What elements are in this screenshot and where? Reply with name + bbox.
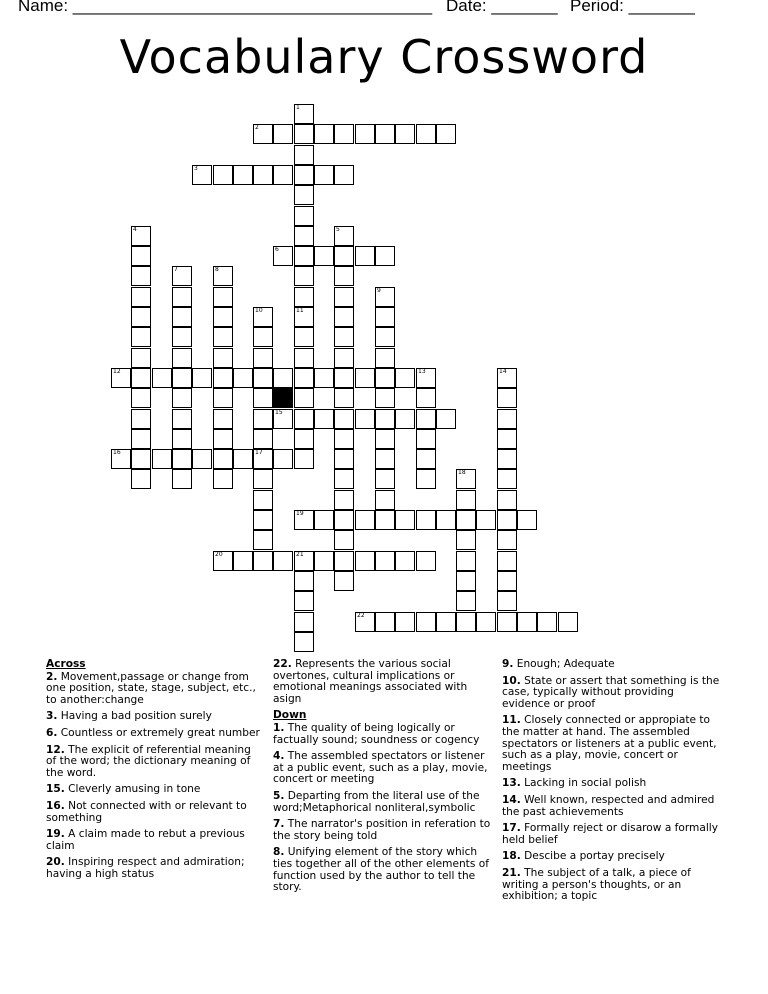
grid-cell[interactable] (395, 124, 415, 144)
down-heading: Down (273, 709, 307, 722)
down-clue (502, 795, 724, 818)
clue-text: Lacking in social polish (520, 777, 647, 790)
clue-text: The subject of a talk, a piece of writing a person's thoughts, or an exhibition; a topic (502, 866, 691, 903)
clue-number: 15 (275, 409, 283, 416)
grid-cell[interactable] (294, 409, 314, 429)
grid-cell[interactable] (334, 266, 354, 286)
clue-text: Departing from the literal use of the word;Metaphorical nonliteral,symbolic (273, 789, 480, 814)
grid-cell[interactable] (294, 124, 314, 144)
grid-cell[interactable] (517, 510, 537, 530)
grid-cell[interactable] (375, 246, 395, 266)
grid-cell[interactable] (294, 632, 314, 652)
grid-cell[interactable] (456, 612, 476, 632)
grid-cell[interactable] (497, 510, 517, 530)
grid-cell[interactable] (253, 124, 273, 144)
down-clue (502, 851, 724, 863)
grid-cell[interactable] (375, 388, 395, 408)
grid-cell[interactable] (314, 165, 334, 185)
clue-number: 10 (255, 307, 263, 314)
grid-cell[interactable] (436, 409, 456, 429)
grid-cell[interactable] (131, 409, 151, 429)
grid-cell[interactable] (253, 469, 273, 489)
grid-cell[interactable] (334, 388, 354, 408)
grid-cell[interactable] (253, 327, 273, 347)
clue-number-label: 22. (273, 658, 292, 670)
grid-cell[interactable] (436, 510, 456, 530)
grid-cell[interactable] (294, 348, 314, 368)
grid-cell[interactable] (213, 307, 233, 327)
clue-number-label: 4. (273, 750, 285, 763)
grid-cell[interactable] (355, 612, 375, 632)
grid-cell[interactable] (111, 449, 131, 469)
grid-cell[interactable] (334, 307, 354, 327)
clue-number-label: 12. (46, 743, 65, 756)
grid-cell[interactable] (416, 368, 436, 388)
grid-cell[interactable] (273, 124, 293, 144)
grid-cell[interactable] (537, 612, 557, 632)
clue-text: Inspiring respect and admiration; having a high status (46, 856, 245, 880)
clue-text: State or assert that something is the case, typically without providing evidence or proof (502, 674, 720, 710)
grid-cell[interactable] (355, 124, 375, 144)
grid-cell[interactable] (314, 409, 334, 429)
clue-number-label: 11. (502, 714, 521, 727)
clue-number: 20 (215, 551, 223, 558)
student-info-header (18, 0, 758, 18)
grid-cell[interactable] (294, 571, 314, 591)
grid-cell[interactable] (456, 510, 476, 530)
clue-number-label: 19. (46, 828, 65, 841)
grid-cell[interactable] (253, 429, 273, 449)
grid-cell[interactable] (395, 409, 415, 429)
grid-cell[interactable] (375, 307, 395, 327)
grid-cell[interactable] (131, 368, 151, 388)
clue-text: The quality of being logically or factually sound; soundness or cogency (273, 721, 480, 746)
page-title: Vocabulary Crossword (119, 30, 649, 84)
grid-cell[interactable] (355, 510, 375, 530)
grid-cell[interactable] (375, 287, 395, 307)
grid-cell[interactable] (334, 571, 354, 591)
grid-cell[interactable] (172, 388, 192, 408)
grid-cell[interactable] (172, 327, 192, 347)
grid-cell[interactable] (111, 368, 131, 388)
grid-cell[interactable] (334, 469, 354, 489)
grid-cell[interactable] (213, 409, 233, 429)
clue-number-label: 18. (502, 850, 521, 863)
grid-cell[interactable] (152, 368, 172, 388)
clue-number: 11 (296, 307, 304, 314)
grid-cell[interactable] (213, 327, 233, 347)
grid-cell[interactable] (273, 449, 293, 469)
grid-cell[interactable] (436, 124, 456, 144)
clue-number-label: 6. (46, 726, 58, 739)
grid-cell[interactable] (253, 307, 273, 327)
grid-cell[interactable] (558, 612, 578, 632)
grid-cell[interactable] (294, 145, 314, 165)
down-clue (502, 715, 724, 773)
clue-number: 5 (336, 226, 340, 233)
clue-text: Closely connected or appropiate to the matter at hand. The assembled spectators or listeners at a public event, such as a play, movie, concert or meetings (502, 714, 717, 773)
across-heading: Across (46, 658, 86, 670)
clue-number-label: 8. (273, 846, 285, 859)
grid-cell[interactable] (416, 429, 436, 449)
grid-cell[interactable] (334, 287, 354, 307)
grid-cell[interactable] (294, 449, 314, 469)
grid-cell[interactable] (253, 530, 273, 550)
grid-cell[interactable] (273, 368, 293, 388)
clue-text: The explicit of referential meaning of the word; the dictionary meaning of the word. (46, 743, 251, 779)
grid-cell[interactable] (213, 165, 233, 185)
clue-number: 14 (499, 368, 507, 375)
across-clues-column (46, 659, 264, 886)
grid-cell[interactable] (294, 287, 314, 307)
grid-cell[interactable] (172, 449, 192, 469)
black-square (273, 388, 293, 408)
grid-cell[interactable] (131, 266, 151, 286)
clue-number-label: 14. (502, 793, 521, 806)
clue-text: Formally reject or disarow a formally held belief (502, 822, 719, 846)
across-clue (46, 801, 264, 824)
grid-cell[interactable] (375, 368, 395, 388)
across-clue (273, 659, 497, 705)
clue-number-label: 5. (273, 789, 285, 802)
grid-cell[interactable] (213, 449, 233, 469)
grid-cell[interactable] (476, 612, 496, 632)
grid-cell[interactable] (355, 409, 375, 429)
grid-cell[interactable] (131, 287, 151, 307)
grid-cell[interactable] (131, 388, 151, 408)
down-clue (273, 847, 497, 893)
down-clue (273, 723, 497, 746)
grid-cell[interactable] (172, 287, 192, 307)
clue-number-label: 1. (273, 721, 285, 734)
clue-number-label: 13. (502, 777, 521, 790)
grid-cell[interactable] (253, 165, 273, 185)
across-clue (46, 829, 264, 852)
grid-cell[interactable] (416, 449, 436, 469)
clue-text: Represents the various social overtones, cultural implications or emotional meanings associated with asign (273, 658, 468, 705)
period-field[interactable]: Period: _______ (570, 0, 695, 15)
grid-cell[interactable] (375, 612, 395, 632)
across-clue (46, 728, 264, 740)
clue-number-label: 16. (46, 799, 65, 812)
grid-cell[interactable] (334, 327, 354, 347)
clue-number-label: 9. (502, 658, 514, 670)
clue-number: 13 (418, 368, 426, 375)
grid-cell[interactable] (253, 510, 273, 530)
grid-cell[interactable] (334, 510, 354, 530)
grid-cell[interactable] (213, 287, 233, 307)
grid-cell[interactable] (213, 551, 233, 571)
grid-cell[interactable] (497, 429, 517, 449)
clue-number: 17 (255, 449, 263, 456)
grid-cell[interactable] (497, 551, 517, 571)
clue-number-label: 2. (46, 670, 58, 683)
grid-cell[interactable] (416, 124, 436, 144)
clue-number: 1 (296, 104, 300, 111)
grid-cell[interactable] (172, 307, 192, 327)
grid-cell[interactable] (355, 368, 375, 388)
grid-cell[interactable] (213, 348, 233, 368)
grid-cell[interactable] (172, 429, 192, 449)
grid-cell[interactable] (192, 165, 212, 185)
clue-number: 18 (458, 469, 466, 476)
grid-cell[interactable] (273, 409, 293, 429)
grid-cell[interactable] (213, 469, 233, 489)
grid-cell[interactable] (172, 266, 192, 286)
grid-cell[interactable] (233, 551, 253, 571)
grid-cell[interactable] (456, 469, 476, 489)
grid-cell[interactable] (152, 449, 172, 469)
grid-cell[interactable] (497, 612, 517, 632)
grid-cell[interactable] (294, 246, 314, 266)
grid-cell[interactable] (334, 409, 354, 429)
across-clue (46, 784, 264, 796)
grid-cell[interactable] (416, 409, 436, 429)
clue-number: 22 (357, 612, 365, 619)
clue-number: 19 (296, 510, 304, 517)
clue-number-label: 15. (46, 783, 65, 796)
grid-cell[interactable] (131, 307, 151, 327)
across-clue (46, 857, 264, 880)
grid-cell[interactable] (497, 490, 517, 510)
clue-text: Cleverly amusing in tone (64, 783, 201, 796)
down-clue (273, 791, 497, 814)
grid-cell[interactable] (375, 551, 395, 571)
grid-cell[interactable] (314, 246, 334, 266)
down-clue (502, 868, 724, 903)
grid-cell[interactable] (314, 551, 334, 571)
grid-cell[interactable] (456, 591, 476, 611)
grid-cell[interactable] (375, 449, 395, 469)
grid-cell[interactable] (334, 348, 354, 368)
grid-cell[interactable] (273, 246, 293, 266)
grid-cell[interactable] (334, 124, 354, 144)
grid-cell[interactable] (375, 490, 395, 510)
clue-text: The narrator's position in referation to the story being told (273, 818, 491, 842)
clue-text: Well known, respected and admired the past achievements (502, 793, 715, 818)
grid-cell[interactable] (294, 185, 314, 205)
grid-cell[interactable] (517, 612, 537, 632)
grid-cell[interactable] (294, 510, 314, 530)
grid-cell[interactable] (395, 368, 415, 388)
clue-number: 7 (174, 266, 178, 273)
clue-text: Descibe a portay precisely (520, 850, 665, 863)
grid-cell[interactable] (416, 469, 436, 489)
clue-number: 16 (113, 449, 121, 456)
clue-number: 4 (133, 226, 137, 233)
grid-cell[interactable] (131, 226, 151, 246)
down-clue (502, 823, 724, 846)
grid-cell[interactable] (172, 409, 192, 429)
grid-cell[interactable] (395, 510, 415, 530)
clue-number: 6 (275, 246, 279, 253)
grid-cell[interactable] (456, 530, 476, 550)
down-clue (273, 819, 497, 842)
grid-cell[interactable] (314, 368, 334, 388)
clue-number-label: 20. (46, 856, 65, 869)
clue-text: Countless or extremely great number (57, 726, 260, 739)
clue-number-label: 10. (502, 674, 521, 687)
grid-cell[interactable] (456, 571, 476, 591)
grid-cell[interactable] (294, 307, 314, 327)
grid-cell[interactable] (294, 226, 314, 246)
clue-text: Not connected with or relevant to something (46, 799, 247, 824)
clue-text: A claim made to rebut a previous claim (46, 828, 245, 852)
clue-number: 9 (377, 287, 381, 294)
grid-cell[interactable] (334, 226, 354, 246)
grid-cell[interactable] (253, 551, 273, 571)
grid-cell[interactable] (172, 469, 192, 489)
mixed-clues-column (273, 659, 497, 899)
grid-cell[interactable] (314, 124, 334, 144)
grid-cell[interactable] (294, 551, 314, 571)
grid-cell[interactable] (253, 449, 273, 469)
grid-cell[interactable] (192, 449, 212, 469)
clue-number-label: 3. (46, 710, 58, 723)
grid-cell[interactable] (273, 551, 293, 571)
clue-text: Enough; Adequate (513, 658, 615, 670)
clue-text: Movement,passage or change from one position, state, stage, subject, etc., to another:change (46, 670, 256, 706)
grid-cell[interactable] (172, 368, 192, 388)
grid-cell[interactable] (294, 266, 314, 286)
grid-cell[interactable] (233, 368, 253, 388)
across-clue (46, 672, 264, 707)
clue-text: Having a bad position surely (57, 710, 212, 723)
grid-cell[interactable] (497, 449, 517, 469)
grid-cell[interactable] (334, 551, 354, 571)
grid-cell[interactable] (294, 368, 314, 388)
grid-cell[interactable] (314, 510, 334, 530)
grid-cell[interactable] (375, 124, 395, 144)
clue-text: The assembled spectators or listener at a public event, such as a play, movie, concert or meeting (273, 750, 488, 786)
grid-cell[interactable] (294, 429, 314, 449)
grid-cell[interactable] (456, 551, 476, 571)
grid-cell[interactable] (131, 429, 151, 449)
grid-cell[interactable] (233, 449, 253, 469)
grid-cell[interactable] (395, 551, 415, 571)
clue-text: Unifying element of the story which ties together all of the other elements of function used by the author to tell the story. (273, 846, 489, 894)
grid-cell[interactable] (294, 104, 314, 124)
grid-cell[interactable] (294, 327, 314, 347)
grid-cell[interactable] (253, 388, 273, 408)
clue-number-label: 21. (502, 866, 521, 879)
grid-cell[interactable] (355, 246, 375, 266)
grid-cell[interactable] (253, 368, 273, 388)
grid-cell[interactable] (334, 246, 354, 266)
grid-cell[interactable] (497, 388, 517, 408)
grid-cell[interactable] (476, 510, 496, 530)
clue-number: 8 (215, 266, 219, 273)
down-clues-column (502, 659, 724, 908)
grid-cell[interactable] (131, 327, 151, 347)
across-clue (46, 711, 264, 723)
grid-cell[interactable] (436, 612, 456, 632)
grid-cell[interactable] (253, 348, 273, 368)
grid-cell[interactable] (375, 469, 395, 489)
grid-cell[interactable] (213, 266, 233, 286)
grid-cell[interactable] (375, 409, 395, 429)
grid-cell[interactable] (375, 429, 395, 449)
grid-cell[interactable] (375, 510, 395, 530)
grid-cell[interactable] (273, 165, 293, 185)
down-clue (502, 659, 724, 671)
grid-cell[interactable] (497, 368, 517, 388)
name-field[interactable]: Name: ______________________________________ (18, 0, 433, 15)
clue-number: 3 (194, 165, 198, 172)
down-clue (502, 778, 724, 790)
clue-number: 2 (255, 124, 259, 131)
grid-cell[interactable] (334, 429, 354, 449)
grid-cell[interactable] (497, 591, 517, 611)
date-field[interactable]: Date: _______ (446, 0, 558, 15)
across-clue (46, 745, 264, 780)
grid-cell[interactable] (355, 551, 375, 571)
grid-cell[interactable] (192, 368, 212, 388)
grid-cell[interactable] (253, 409, 273, 429)
grid-cell[interactable] (334, 165, 354, 185)
grid-cell[interactable] (416, 510, 436, 530)
grid-cell[interactable] (416, 612, 436, 632)
grid-cell[interactable] (172, 348, 192, 368)
clue-number-label: 17. (502, 822, 521, 835)
grid-cell[interactable] (213, 429, 233, 449)
grid-cell[interactable] (213, 368, 233, 388)
grid-cell[interactable] (497, 571, 517, 591)
grid-cell[interactable] (294, 206, 314, 226)
grid-cell[interactable] (294, 612, 314, 632)
grid-cell[interactable] (294, 165, 314, 185)
grid-cell[interactable] (497, 530, 517, 550)
down-clue (273, 751, 497, 786)
down-clue (502, 676, 724, 711)
grid-cell[interactable] (213, 388, 233, 408)
grid-cell[interactable] (375, 327, 395, 347)
grid-cell[interactable] (334, 530, 354, 550)
grid-cell[interactable] (456, 490, 476, 510)
grid-cell[interactable] (131, 469, 151, 489)
clue-number: 21 (296, 551, 304, 558)
grid-cell[interactable] (497, 409, 517, 429)
grid-cell[interactable] (416, 551, 436, 571)
grid-cell[interactable] (253, 490, 273, 510)
grid-cell[interactable] (131, 449, 151, 469)
grid-cell[interactable] (131, 348, 151, 368)
grid-cell[interactable] (294, 591, 314, 611)
grid-cell[interactable] (233, 165, 253, 185)
grid-cell[interactable] (294, 388, 314, 408)
grid-cell[interactable] (416, 388, 436, 408)
clue-number-label: 7. (273, 818, 285, 831)
grid-cell[interactable] (334, 368, 354, 388)
grid-cell[interactable] (131, 246, 151, 266)
grid-cell[interactable] (497, 469, 517, 489)
grid-cell[interactable] (395, 612, 415, 632)
grid-cell[interactable] (334, 449, 354, 469)
grid-cell[interactable] (375, 348, 395, 368)
clue-number: 12 (113, 368, 121, 375)
grid-cell[interactable] (334, 490, 354, 510)
